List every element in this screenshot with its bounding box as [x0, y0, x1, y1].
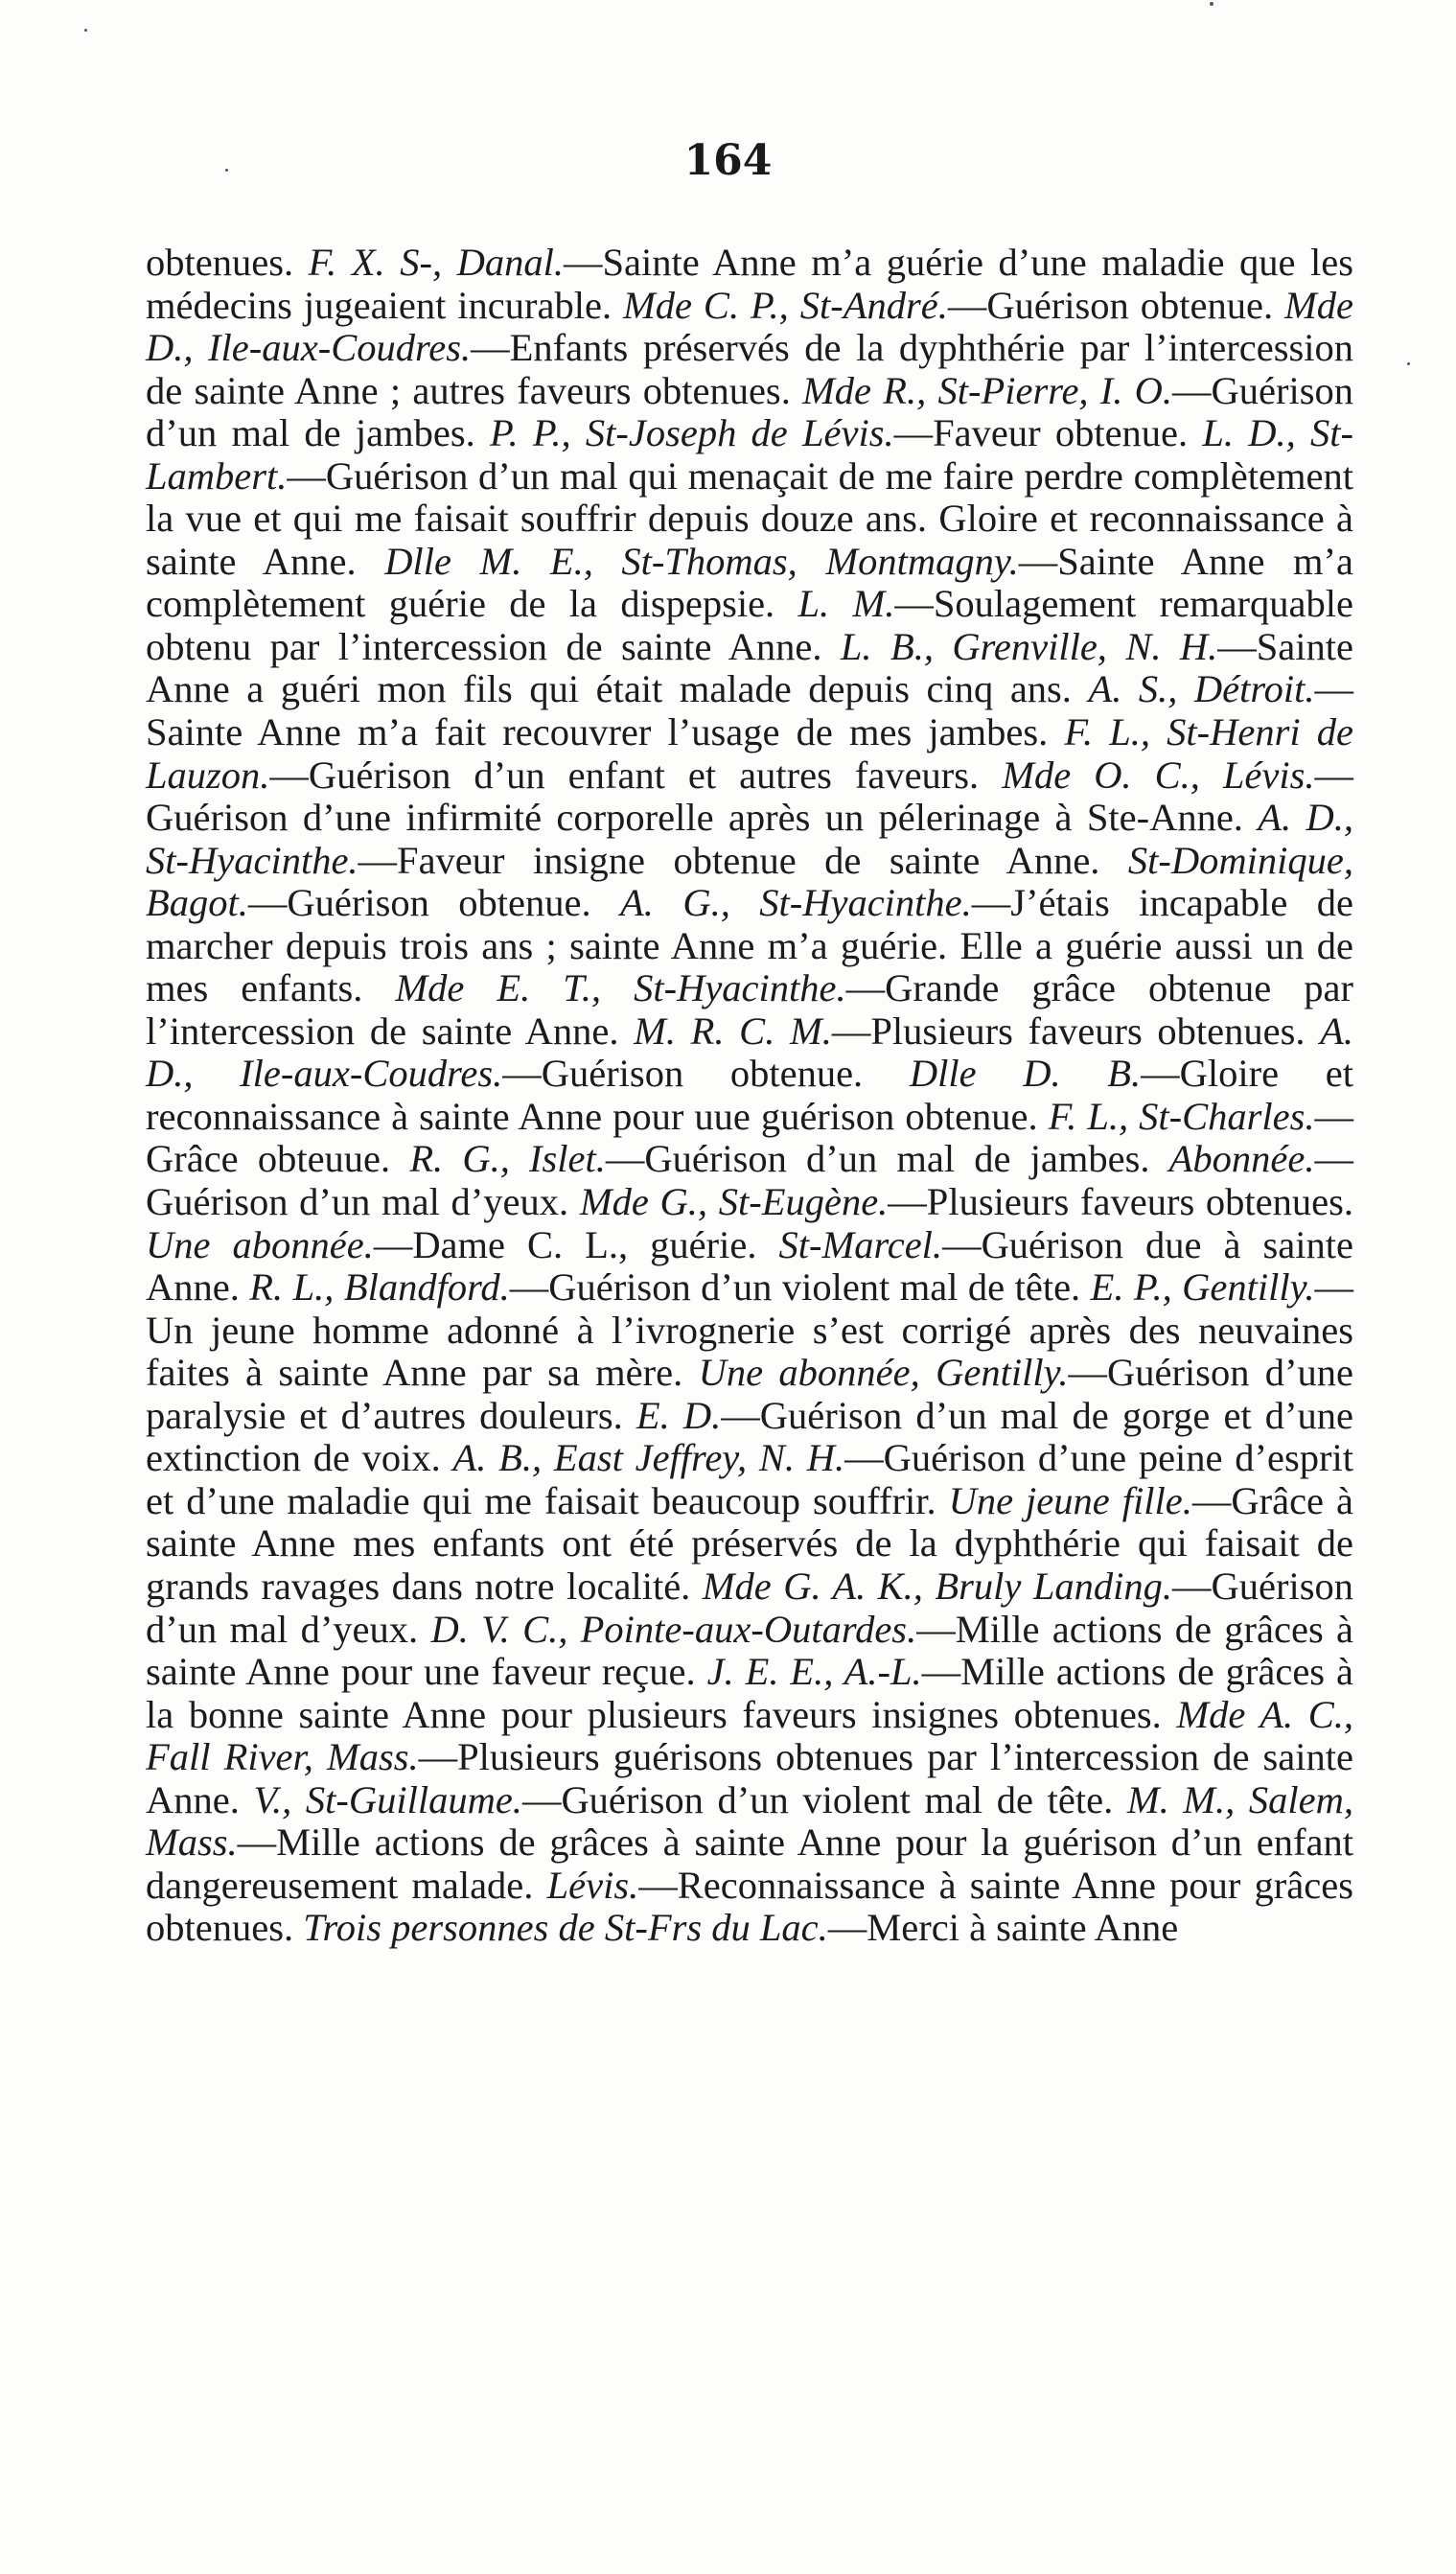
testimonial-signature: F. X. S-, Danal.: [308, 241, 564, 284]
testimonial-text: —Sainte Anne m’a complètement guérie de la dispepsie.: [146, 539, 1353, 626]
testimonial-signature: M. M., Salem, Mass.: [146, 1777, 1353, 1865]
testimonial-signature: A. S., Détroit.: [1088, 667, 1315, 711]
testimonial-signature: A. B., East Jeffrey, N. H.: [452, 1436, 845, 1480]
testimonial-text: —Guérison d’un mal de jambes.: [605, 1137, 1169, 1181]
testimonial-signature: P. P., St-Joseph de Lévis.: [489, 411, 894, 455]
testimonial-signature: V., St-Guillaume.: [253, 1777, 522, 1821]
testimonial-signature: St-Marcel.: [778, 1222, 943, 1266]
testimonial-text: —Grande grâce obtenue par l’intercession de sainte Anne.: [146, 966, 1353, 1053]
print-speck: [84, 29, 87, 32]
testimonial-signature: Mde D., Ile-aux-Coudres.: [146, 283, 1353, 370]
testimonial-text: —Guérison d’un violent mal de tête.: [521, 1777, 1127, 1821]
testimonial-text: —Mille actions de grâces à la bonne sainte Anne pour plusieurs faveurs insignes obtenues.: [146, 1650, 1353, 1736]
testimonial-signature: Une jeune fille.: [948, 1478, 1192, 1522]
testimonial-text: —Faveur obtenue.: [893, 411, 1203, 455]
testimonial-text: —Mille actions de grâces à sainte Anne pour la guérison d’un enfant dangereusement malade.: [146, 1820, 1353, 1907]
testimonial-text: —Merci à sainte Anne: [827, 1906, 1179, 1950]
testimonial-signature: Mde C. P., St-André.: [623, 283, 948, 327]
testimonial-signature: Trois personnes de St-Frs du Lac.: [303, 1906, 828, 1950]
testimonial-signature: L. M.: [797, 582, 895, 626]
testimonial-signature: R. L., Blandford.: [249, 1265, 510, 1310]
testimonial-signature: Mde R., St-Pierre, I. O.: [802, 368, 1173, 412]
testimonial-signature: R. G., Islet.: [409, 1137, 606, 1181]
testimonial-text: —Soulagement remarquable obtenu par l’intercession de sainte Anne.: [146, 582, 1353, 668]
testimonial-signature: F. L., St-Henri de Lauzon.: [146, 710, 1353, 797]
testimonial-text: —Enfants préservés de la dyphthérie par l’intercession de sainte Anne ; autres faveurs obtenues.: [146, 326, 1354, 412]
testimonial-text: —J’étais incapable de marcher depuis trois ans ; sainte Anne m’a guérie. Elle a guérie aussi un de mes enfants.: [146, 881, 1353, 1010]
testimonial-signature: E. P., Gentilly.: [1090, 1265, 1315, 1310]
testimonial-signature: D. V. C., Pointe-aux-Outardes.: [430, 1607, 917, 1651]
testimonial-signature: J. E. E., A.-L.: [706, 1650, 922, 1694]
testimonial-signature: Une abonnée, Gentilly.: [698, 1351, 1069, 1395]
testimonial-text: —Guérison d’un mal de gorge et d’une extinction de voix.: [146, 1393, 1353, 1480]
print-speck: [1407, 362, 1410, 365]
testimonial-text: —Plusieurs guérisons obtenues par l’intercession de sainte Anne.: [146, 1735, 1353, 1821]
testimonial-signature: M. R. C. M.: [634, 1009, 832, 1053]
testimonial-text: —Un jeune homme adonné à l’ivrognerie s’est corrigé après des neuvaines faites à sainte Anne par sa mère.: [146, 1265, 1353, 1395]
testimonial-text: —Faveur insigne obtenue de sainte Anne.: [358, 838, 1128, 882]
testimonial-signature: L. D., St-Lambert.: [146, 411, 1353, 498]
testimonial-text: —Guérison d’un mal d’yeux.: [146, 1137, 1353, 1224]
testimonial-text: —Grâce à sainte Anne mes enfants ont été préservés de la dyphthérie qui faisait de grands ravages dans notre localité.: [146, 1478, 1353, 1608]
testimonial-text: —Guérison d’une peine d’esprit et d’une maladie qui me faisait beaucoup souffrir.: [146, 1436, 1353, 1522]
testimonial-signature: L. B., Grenville, N. H.: [840, 624, 1218, 668]
testimonial-signature: A. D., Ile-aux-Coudres.: [146, 1009, 1354, 1096]
testimonial-signature: St-Dominique, Bagot.: [146, 838, 1353, 925]
testimonial-text: —Guérison obtenue.: [502, 1052, 910, 1096]
testimonial-text: —Sainte Anne m’a guérie d’une maladie que les médecins jugeaient incurable.: [146, 241, 1353, 327]
testimonial-text: —Plusieurs faveurs obtenues.: [831, 1009, 1321, 1053]
print-speck: [225, 169, 228, 172]
testimonial-signature: F. L., St-Charles.: [1048, 1094, 1315, 1138]
testimonial-signature: Dlle M. E., St-Thomas, Montmagny.: [384, 539, 1019, 583]
body-paragraph: [146, 242, 1353, 1950]
testimonial-text: —Guérison d’une paralysie et d’autres douleurs.: [146, 1351, 1354, 1437]
testimonial-text: —Guérison d’un mal d’yeux.: [146, 1564, 1353, 1651]
testimonial-signature: Mde A. C., Fall River, Mass.: [146, 1692, 1354, 1779]
testimonial-signature: Mde G. A. K., Bruly Landing.: [702, 1564, 1173, 1608]
testimonial-text: —Plusieurs faveurs obtenues.: [888, 1180, 1354, 1224]
testimonial-signature: A. G., St-Hyacinthe.: [620, 881, 972, 925]
testimonial-text: —Guérison obtenue.: [247, 881, 621, 925]
testimonial-text: —Guérison d’un mal qui menaçait de me faire perdre complètement la vue et qui me faisait souffrir depuis douze ans. Gloire et reconnaissance à sainte Anne.: [146, 453, 1353, 583]
testimonial-signature: Dlle D. B.: [909, 1052, 1142, 1096]
testimonial-signature: Mde G., St-Eugène.: [579, 1180, 889, 1224]
testimonial-signature: Une abonnée.: [146, 1222, 374, 1266]
testimonial-text: —Guérison d’un mal de jambes.: [146, 368, 1353, 455]
testimonial-text: —Sainte Anne m’a fait recouvrer l’usage de mes jambes.: [146, 667, 1354, 754]
testimonial-text: —Reconnaissance à sainte Anne pour grâces obtenues.: [146, 1863, 1353, 1950]
testimonial-text: —Guérison d’un enfant et autres faveurs.: [269, 753, 1003, 797]
testimonial-text: —Guérison d’un violent mal de tête.: [509, 1265, 1091, 1310]
testimonial-signature: A. D., St-Hyacinthe.: [146, 796, 1353, 882]
testimonial-text: —Guérison due à sainte Anne.: [146, 1222, 1353, 1310]
testimonial-signature: Lévis.: [546, 1863, 639, 1907]
testimonial-text: —Gloire et reconnaissance à sainte Anne pour uue guérison obtenue.: [146, 1052, 1354, 1138]
page-number: 164: [683, 136, 773, 185]
testimonial-text: —Mille actions de grâces à sainte Anne pour une faveur reçue.: [146, 1607, 1353, 1694]
print-speck: [1210, 2, 1213, 6]
testimonial-signature: Abonnée.: [1168, 1137, 1315, 1181]
testimonial-signature: Mde E. T., St-Hyacinthe.: [395, 966, 846, 1010]
testimonial-signature: E. D.: [636, 1393, 722, 1437]
testimonial-text: —Guérison d’une infirmité corporelle après un pélerinage à Ste-Anne.: [146, 753, 1353, 840]
testimonial-text: —Guérison obtenue.: [947, 283, 1285, 327]
testimonial-text: —Grâce obteuue.: [146, 1094, 1353, 1181]
testimonial-text: —Dame C. L., guérie.: [373, 1222, 779, 1266]
testimonial-text: obtenues.: [146, 241, 309, 284]
testimonial-text: —Sainte Anne a guéri mon fils qui était malade depuis cinq ans.: [146, 624, 1353, 711]
testimonial-signature: Mde O. C., Lévis.: [1002, 753, 1315, 797]
